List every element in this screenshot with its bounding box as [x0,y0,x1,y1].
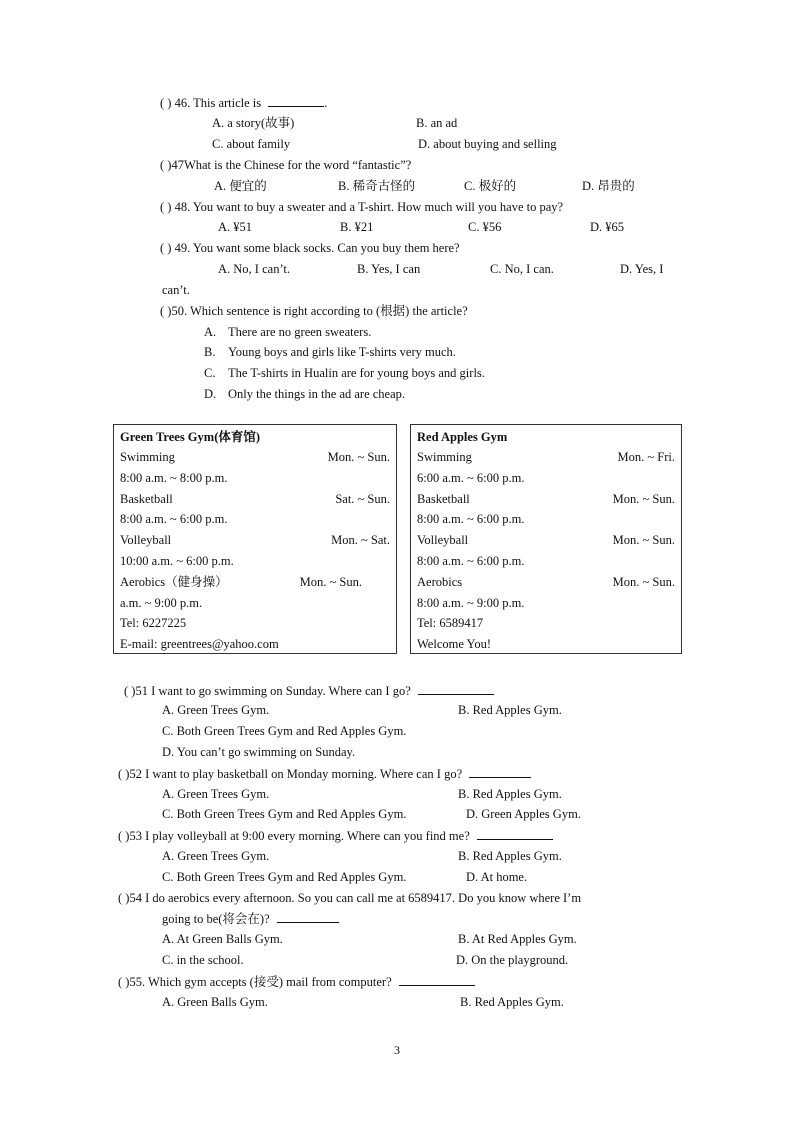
option-d: D. You can’t go swimming on Sunday. [162,745,356,759]
gym-row: E-mail: greentrees@yahoo.com [120,637,279,651]
question-55-line [118,973,475,990]
option-a: A. There are no green sweaters. [204,325,372,339]
option-c: C. in the school. [162,953,244,967]
answer-paren: ( ) [118,829,130,843]
question-55-stem: 55. Which gym accepts (接受) mail from computer? [129,975,392,989]
option-a: A. a story(故事) [212,116,295,130]
gym-row: Volleyball Mon. ~ Sat. [120,533,390,547]
option-c: C. about family [212,137,291,151]
option-b: B. Red Apples Gym. [460,995,564,1009]
gym-row: Volleyball Mon. ~ Sun. [417,533,675,547]
answer-paren: ( ) [124,684,136,698]
question-49-stem: 49. You want some black socks. Can you buy them here? [174,241,460,255]
option-c: C. No, I can. [490,262,554,276]
question-48-stem: 48. You want to buy a sweater and a T-shirt. How much will you have to pay? [174,200,564,214]
red-apples-gym-box [410,424,682,654]
option-a: A. Green Trees Gym. [162,703,270,717]
question-46-line: ( ) 46. This article is . [160,96,328,110]
question-52-line [118,765,531,782]
answer-blank [268,94,324,107]
answer-paren: ( ) [160,96,172,110]
option-b: B. 稀奇古怪的 [338,179,416,193]
question-49-line [160,240,460,256]
gym-row: 6:00 a.m. ~ 6:00 p.m. [417,471,525,485]
option-a: A. Green Trees Gym. [162,787,270,801]
gym-row: Tel: 6227225 [120,616,187,630]
option-c: C. 极好的 [464,179,517,193]
option-a: A. 便宜的 [214,179,267,193]
option-d: D. ¥65 [590,220,625,234]
page-number: 3 [394,1043,400,1057]
answer-blank [469,765,531,778]
option-c: C. Both Green Trees Gym and Red Apples Gym. [162,724,407,738]
option-b: B. Red Apples Gym. [458,703,562,717]
option-a: A. ¥51 [218,220,253,234]
gym-row: Tel: 6589417 [417,616,484,630]
answer-blank [399,973,475,986]
question-53-line [118,827,553,844]
answer-paren: ( ) [160,241,172,255]
option-a: A. Green Balls Gym. [162,995,268,1009]
option-d-continued: can’t. [162,283,190,297]
question-47-line [160,157,411,173]
option-b: B. ¥21 [340,220,374,234]
option-d: D. On the playground. [456,953,569,967]
gym-row: 8:00 a.m. ~ 9:00 p.m. [417,596,525,610]
question-52-stem: 52 I want to play basketball on Monday morning. Where can I go? [129,767,463,781]
answer-paren: ( ) [118,975,130,989]
option-d: D. Only the things in the ad are cheap. [204,387,406,401]
option-a: A. Green Trees Gym. [162,849,270,863]
question-53-stem: 53 I play volleyball at 9:00 every morning. Where can you find me? [129,829,470,843]
gym-row: 10:00 a.m. ~ 6:00 p.m. [120,554,234,568]
question-51-stem: 51 I want to go swimming on Sunday. Where can I go? [135,684,411,698]
option-d: D. Green Apples Gym. [466,807,581,821]
gym-row: Swimming Mon. ~ Fri. [417,450,675,464]
question-54-line [118,890,581,906]
option-c: C. ¥56 [468,220,502,234]
gym-row: Basketball Sat. ~ Sun. [120,492,390,506]
option-c: C. The T-shirts in Hualin are for young boys and girls. [204,366,485,380]
question-47-stem: 47What is the Chinese for the word “fantastic”? [171,158,412,172]
answer-blank [418,682,494,695]
option-b: B. Red Apples Gym. [458,849,562,863]
option-b: B. Red Apples Gym. [458,787,562,801]
question-51-line [124,682,494,699]
option-a: A. No, I can’t. [218,262,290,276]
option-c: C. Both Green Trees Gym and Red Apples Gym. [162,807,407,821]
gym-title: Red Apples Gym [417,430,508,444]
gym-row: 8:00 a.m. ~ 6:00 p.m. [417,512,525,526]
gym-title: Green Trees Gym(体育馆) [120,430,261,444]
option-b: B. Young boys and girls like T-shirts very much. [204,345,456,359]
question-46-stem: 46. This article is [174,96,262,110]
gym-row: Basketball Mon. ~ Sun. [417,492,675,506]
gym-row: Swimming Mon. ~ Sun. [120,450,390,464]
gym-row: Aerobics（健身操） Mon. ~ Sun. [120,575,362,589]
option-c: C. Both Green Trees Gym and Red Apples Gym. [162,870,407,884]
question-54-line-2: going to be(将会在)? [162,910,339,927]
question-54-stem: 54 I do aerobics every afternoon. So you can call me at 6589417. Do you know where I’m [129,891,582,905]
question-50-stem: 50. Which sentence is right according to (根据) the article? [171,304,468,318]
option-d: D. about buying and selling [418,137,557,151]
answer-paren: ( ) [118,767,130,781]
option-a: A. At Green Balls Gym. [162,932,283,946]
answer-paren: ( ) [118,891,130,905]
question-48-line [160,199,563,215]
option-b: B. At Red Apples Gym. [458,932,577,946]
gym-row: 8:00 a.m. ~ 8:00 p.m. [120,471,228,485]
answer-paren: ( ) [160,200,172,214]
green-trees-gym-box [113,424,397,654]
option-d: D. At home. [466,870,528,884]
option-b: B. Yes, I can [357,262,421,276]
gym-row: 8:00 a.m. ~ 6:00 p.m. [120,512,228,526]
gym-row: 8:00 a.m. ~ 6:00 p.m. [417,554,525,568]
option-d: D. 昂贵的 [582,179,635,193]
answer-blank [277,910,339,923]
gym-row: Aerobics Mon. ~ Sun. [417,575,675,589]
option-b: B. an ad [416,116,458,130]
answer-paren: ( ) [160,304,172,318]
gym-row: Welcome You! [417,637,491,651]
question-50-line [160,303,468,319]
answer-blank [477,827,553,840]
answer-paren: ( ) [160,158,172,172]
option-d: D. Yes, I [620,262,664,276]
gym-row: a.m. ~ 9:00 p.m. [120,596,203,610]
